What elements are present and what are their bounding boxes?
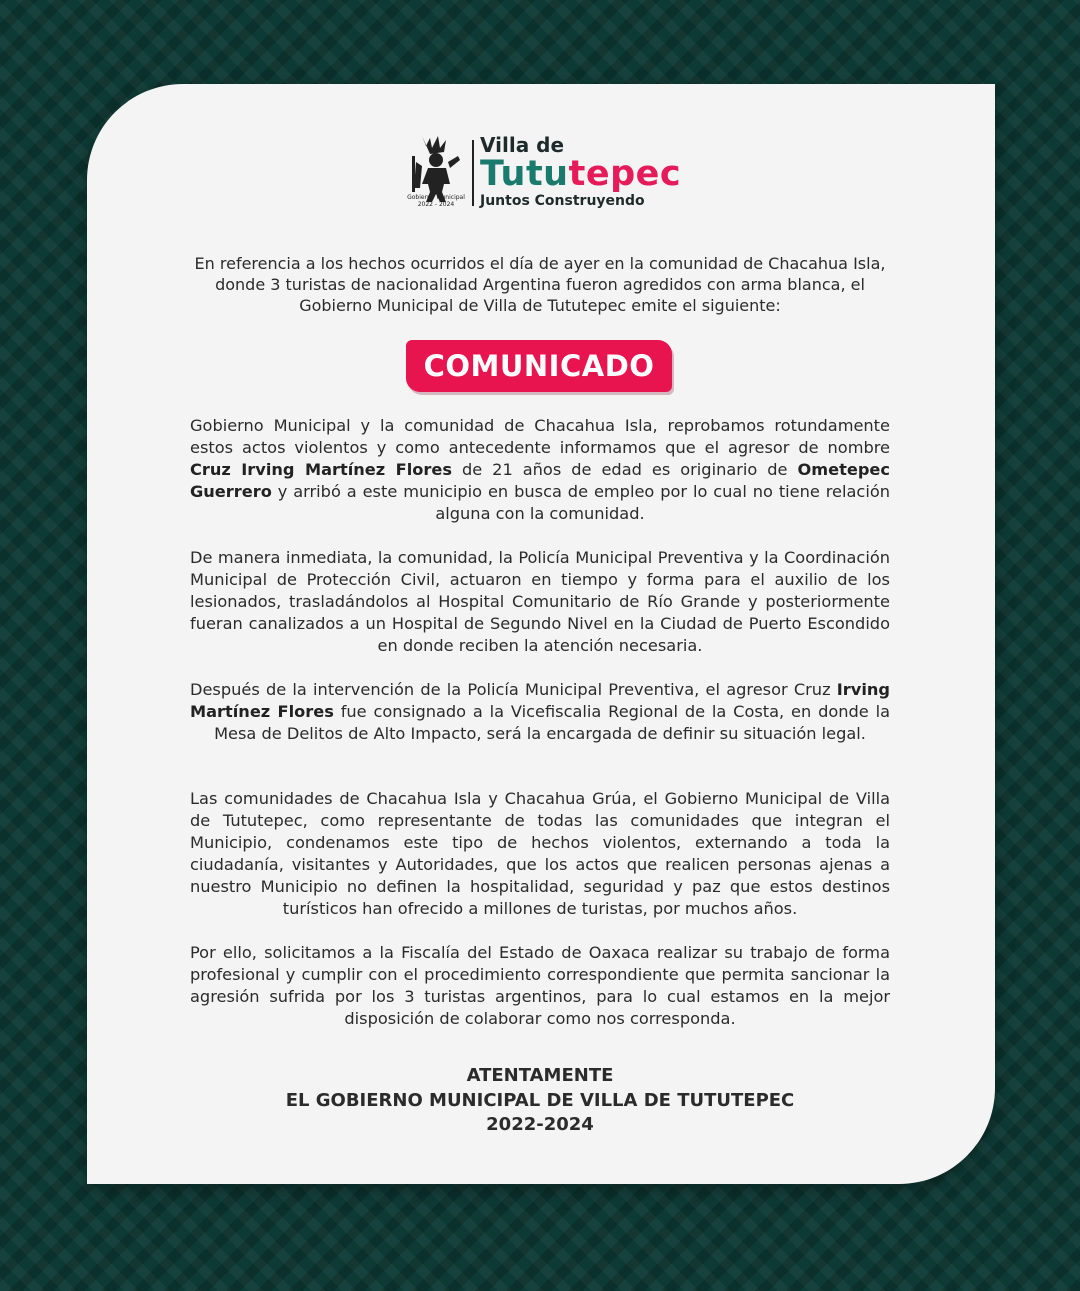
logo-tagline: Juntos Construyendo [480,193,645,209]
signature-block [190,1064,890,1138]
paragraph-4: Las comunidades de Chacahua Isla y Chacahua Grúa, el Gobierno Municipal de Villa de Tututepec, como representante de todas las comunidades que integran el Municipio, condenamos este tipo de hechos violentos, externando a toda la ciudadanía, visitantes y Autoridades, que los actos que realicen personas ajenas a nuestro Municipio no definen la hospitalidad, seguridad y paz que estos destinos turísticos han ofrecido a millones de turistas, por muchos años. [190,789,890,918]
logo-town-name [480,156,681,192]
p3-text-a: Después de la intervención de la Policía Municipal Preventiva, el agresor Cruz [190,680,837,699]
aggressor-name: Cruz Irving Martínez Flores [190,460,452,479]
logo-caption-line1: Gobierno Municipal [407,194,465,201]
p1-text-a: Gobierno Municipal y la comunidad de Chacahua Isla, reprobamos rotundamente estos actos violentos y como antecedente informamos que el agresor de nombre [190,416,890,457]
logo-caption-line2: 2022 - 2024 [417,201,455,208]
comunicado-banner: COMUNICADO [406,340,672,392]
paragraph-3 [190,679,890,745]
logo-divider [472,140,474,206]
aggressor-name-2: Irving Martínez Flores [190,680,890,721]
p1-text-b: de 21 años de edad es originario de [451,460,798,479]
intro-paragraph: En referencia a los hechos ocurridos el día de ayer en la comunidad de Chacahua Isla, donde 3 turistas de nacionalidad Argentina fueron agredidos con arma blanca, el Gobierno Municipal de Villa de Tututepec emite el siguiente: [194,254,886,315]
logo-town-name-part2: tepec [568,154,682,194]
logo-wordmark [480,134,681,210]
signature-line3: 2022-2024 [486,1114,594,1135]
signature-line1: ATENTAMENTE [466,1065,614,1086]
paragraph-2: De manera inmediata, la comunidad, la Policía Municipal Preventiva y la Coordinación Municipal de Protección Civil, actuaron en tiempo y forma para el auxilio de los lesionados, trasladándolos al Hospital Comunitario de Río Grande y posteriormente fueran canalizados a un Hospital de Segundo Nivel en la Ciudad de Puerto Escondido en donde reciben la atención necesaria. [190,548,890,655]
signature-line2: EL GOBIERNO MUNICIPAL DE VILLA DE TUTUTEPEC [285,1089,795,1111]
logo-caption [400,194,472,208]
p1-text-c: y arribó a este municipio en busca de empleo por lo cual no tiene relación alguna con la comunidad. [271,482,890,523]
p3-text-b: fue consignado a la Vicefiscalia Regional de la Costa, en donde la Mesa de Delitos de Alto Impacto, será la encargada de definir su situación legal. [214,702,890,743]
municipal-logo [400,132,690,216]
paragraph-1 [190,415,890,525]
logo-town-name-part1: Tutu [480,154,569,194]
origin-place: Ometepec Guerrero [190,460,890,501]
logo-villa-de: Villa de [480,133,565,157]
paragraph-5: Por ello, solicitamos a la Fiscalía del Estado de Oaxaca realizar su trabajo de forma profesional y cumplir con el procedimiento correspondiente que permita sancionar la agresión sufrida por los 3 turistas argentinos, para lo cual estamos en la mejor disposición de colaborar como nos corresponda. [190,943,890,1028]
